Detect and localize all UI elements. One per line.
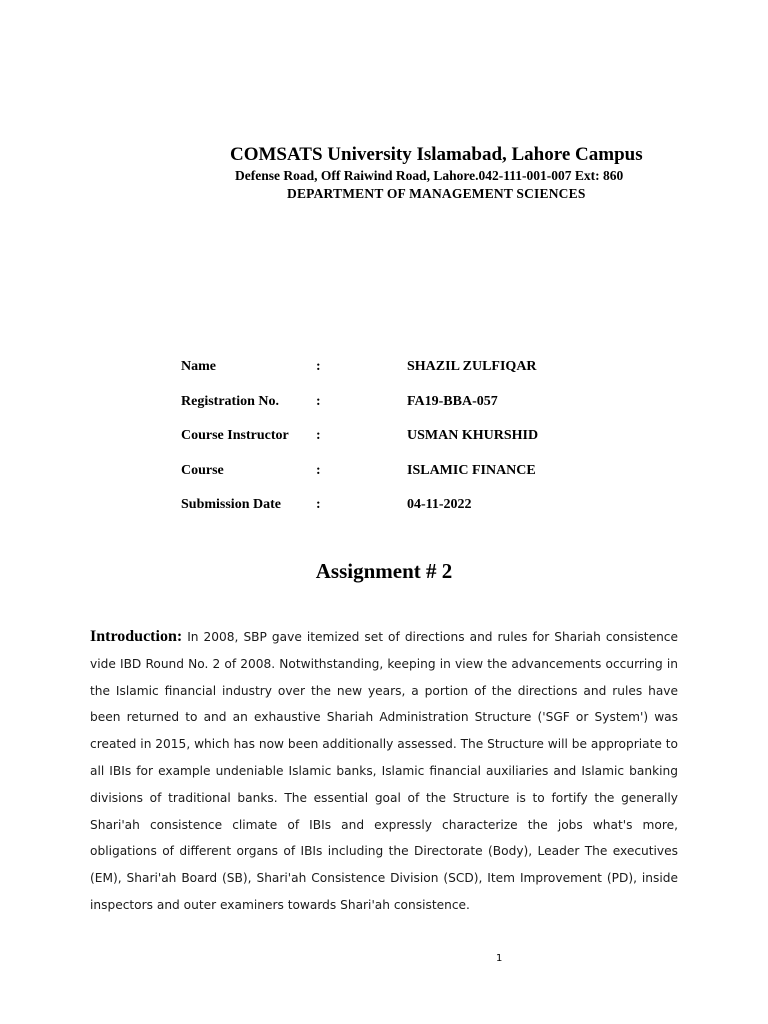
info-label: Course Instructor (181, 428, 289, 443)
introduction-text: In 2008, SBP gave itemized set of directions and rules for Shariah consistence vide IBD Round No. 2 of 2008. Notwithstanding, keeping in view the advancements occurring in the Islamic financial industry over the new years, a portion of the directions and rules have been returned to and an exhaustive Shariah Administration Structure ('SGF or System') was created in 2015, which has now been additionally assessed. The Structure will be appropriate to all IBIs for example undeniable Islamic banks, Islamic financial auxiliaries and Islamic banking divisions of traditional banks. The essential goal of the Structure is to fortify the generally Shari'ah consistence climate of IBIs and expressly characterize the jobs what's more, obligations of different organs of IBIs including the Directorate (Body), Leader The executives (EM), Shari'ah Board (SB), Shari'ah Consistence Division (SCD), Item Improvement (PD), inside inspectors and outer examiners towards Shari'ah consistence. (90, 630, 679, 912)
department-name: DEPARTMENT OF MANAGEMENT SCIENCES (287, 186, 586, 201)
introduction-paragraph (90, 624, 678, 919)
info-separator: : (316, 428, 321, 443)
assignment-title-text: Assignment # 2 (315, 559, 453, 583)
assignment-title (0, 559, 768, 584)
info-value: FA19-BBA-057 (407, 393, 498, 409)
page-number: 1 (496, 953, 503, 964)
university-name: COMSATS University Islamabad, Lahore Campus (230, 144, 643, 165)
info-value: ISLAMIC FINANCE (407, 462, 536, 478)
info-value: USMAN KHURSHID (407, 428, 539, 443)
info-label: Name (181, 359, 216, 374)
university-address: Defense Road, Off Raiwind Road, Lahore.042-111-001-007 Ext: 860 (235, 168, 624, 183)
info-separator: : (316, 462, 321, 478)
info-separator: : (316, 497, 321, 512)
info-value: SHAZIL ZULFIQAR (407, 359, 537, 374)
info-separator: : (316, 359, 321, 374)
info-value: 04-11-2022 (407, 497, 472, 512)
info-label: Registration No. (181, 393, 279, 409)
introduction-label: Introduction: (90, 628, 183, 645)
info-separator: : (316, 393, 321, 409)
info-label: Submission Date (181, 497, 281, 512)
info-label: Course (181, 462, 224, 478)
